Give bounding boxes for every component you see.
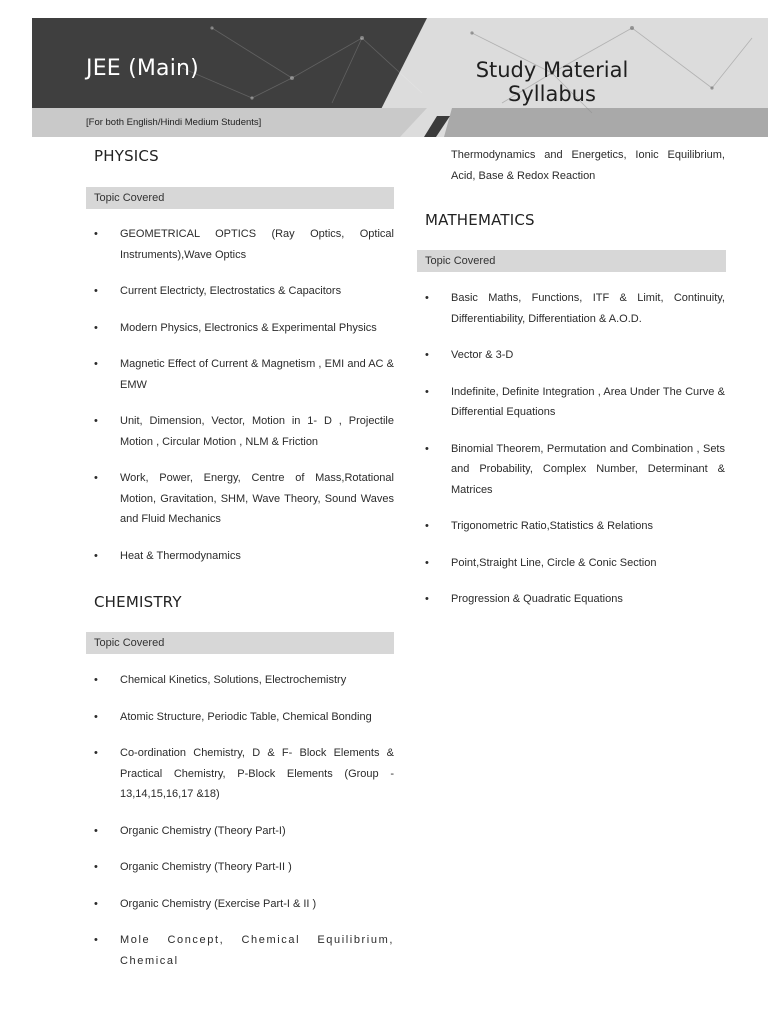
list-item-text: Point,Straight Line, Circle & Conic Section	[451, 556, 657, 569]
mathematics-list	[425, 288, 725, 610]
list-item	[425, 589, 725, 610]
bullet: •	[94, 897, 98, 910]
list-item-text: Vector & 3-D	[451, 349, 514, 361]
physics-topic-bar: Topic Covered	[86, 187, 394, 209]
list-item	[94, 411, 394, 452]
list-item	[94, 707, 394, 728]
list-item-text: Atomic Structure, Periodic Table, Chemical Bonding	[120, 710, 372, 723]
bullet: •	[94, 674, 98, 686]
list-item	[425, 288, 725, 329]
list-item	[94, 224, 394, 265]
list-item	[94, 468, 394, 530]
header-banner	[32, 18, 768, 137]
list-item	[94, 821, 394, 842]
bullet: •	[94, 472, 98, 484]
list-item-text: GEOMETRICAL OPTICS (Ray Optics, Optical Instruments),Wave Optics	[120, 228, 394, 261]
bullet: •	[94, 549, 98, 562]
list-item-text: Current Electricty, Electrostatics & Capacitors	[120, 285, 342, 297]
list-item-text: Mole Concept, Chemical Equilibrium, Chemical	[120, 934, 394, 967]
mathematics-title: MATHEMATICS	[425, 211, 535, 229]
bullet: •	[425, 442, 429, 455]
list-item	[94, 743, 394, 805]
bullet: •	[94, 861, 98, 873]
physics-list	[94, 224, 394, 566]
list-item-text: Organic Chemistry (Theory Part-II )	[120, 861, 292, 873]
chemistry-list	[94, 670, 394, 971]
bullet: •	[425, 385, 429, 398]
bullet: •	[425, 292, 429, 304]
list-item-text: Organic Chemistry (Theory Part-I)	[120, 824, 286, 837]
list-item	[94, 281, 394, 302]
list-item	[425, 345, 725, 366]
chemistry-title: CHEMISTRY	[94, 593, 182, 611]
list-item-text: Modern Physics, Electronics & Experimental Physics	[120, 321, 377, 334]
list-item	[425, 553, 725, 574]
bullet: •	[94, 228, 98, 240]
bullet: •	[94, 358, 98, 370]
bullet: •	[94, 415, 98, 427]
chemistry-continuation: Thermodynamics and Energetics, Ionic Equilibrium, Acid, Base & Redox Reaction	[451, 149, 725, 182]
list-item-text: Progression & Quadratic Equations	[451, 593, 623, 605]
list-item-text: Basic Maths, Functions, ITF & Limit, Continuity, Differentiability, Differentiation & A.O.D.	[451, 292, 725, 325]
list-item-text: Heat & Thermodynamics	[120, 549, 241, 562]
study-material-title	[452, 58, 652, 106]
bullet: •	[94, 934, 100, 946]
list-item-text: Trigonometric Ratio,Statistics & Relations	[451, 520, 653, 532]
syllabus-line: Syllabus	[508, 82, 596, 106]
bullet: •	[94, 710, 98, 723]
list-item	[94, 930, 394, 971]
bullet: •	[425, 593, 429, 605]
list-item	[425, 439, 725, 501]
bullet: •	[425, 349, 429, 361]
bullet: •	[94, 285, 98, 297]
exam-title: JEE (Main)	[86, 56, 199, 81]
bullet: •	[425, 556, 429, 569]
list-item-text: Magnetic Effect of Current & Magnetism , EMI and AC & EMW	[120, 358, 394, 391]
list-item	[94, 670, 394, 691]
chemistry-topic-bar: Topic Covered	[86, 632, 394, 654]
mathematics-topic-bar: Topic Covered	[417, 250, 726, 272]
physics-title: PHYSICS	[94, 147, 159, 165]
list-item	[94, 318, 394, 339]
list-item-text: Work, Power, Energy, Centre of Mass,Rotational Motion, Gravitation, SHM, Wave Theory, Sound Waves and Fluid Mechanics	[120, 472, 394, 525]
list-item	[425, 382, 725, 423]
list-item-text: Co-ordination Chemistry, D & F- Block Elements & Practical Chemistry, P-Block Elements (Group - 13,14,15,16,17 &18)	[120, 747, 394, 800]
list-item-text: Organic Chemistry (Exercise Part-I & II )	[120, 897, 317, 910]
bullet: •	[94, 824, 98, 837]
medium-note: [For both English/Hindi Medium Students]	[86, 117, 262, 128]
list-item	[94, 894, 394, 915]
list-item-text: Unit, Dimension, Vector, Motion in 1- D , Projectile Motion , Circular Motion , NLM & Friction	[120, 415, 394, 448]
list-item-text: Chemical Kinetics, Solutions, Electrochemistry	[120, 674, 347, 686]
list-item	[94, 546, 394, 567]
bullet: •	[94, 321, 98, 334]
bullet: •	[94, 747, 98, 759]
list-item-text: Binomial Theorem, Permutation and Combination , Sets and Probability, Complex Number, Determinant & Matrices	[451, 442, 725, 496]
study-material-line: Study Material	[475, 58, 629, 82]
list-item	[94, 354, 394, 395]
list-item	[94, 857, 394, 878]
bullet: •	[425, 520, 429, 532]
list-item	[425, 516, 725, 537]
list-item-text: Indefinite, Definite Integration , Area Under The Curve & Differential Equations	[451, 385, 725, 418]
